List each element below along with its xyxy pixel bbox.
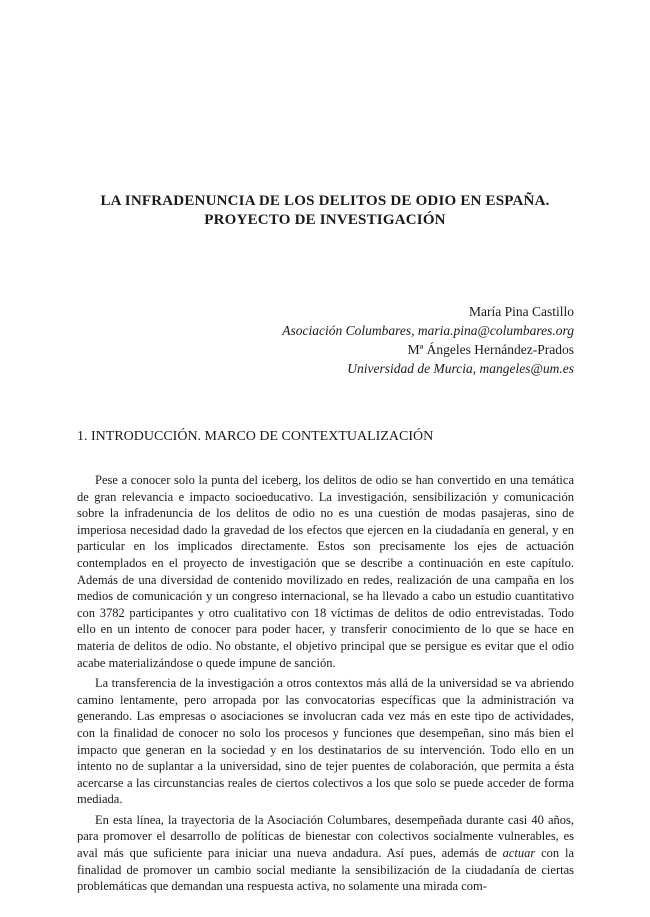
paragraph-1: Pese a conocer solo la punta del iceberg, los delitos de odio se han convertido en una temática de gran relevancia e impacto socioeducativo. La investigación, sensibilización y comunicación sobre la infradenuncia de los delitos de odio no es una cuestión de modas pasajeras, sino de imperiosa necesidad dado la gravedad de los efectos que ejercen en la ciudadanía en general, y en particular en los implicados directamente. Estos son precisamente los ejes de actuación contemplados en el proyecto de investigación que se describe a continuación en este capítulo. Además de una diversidad de contenido movilizado en redes, realización de una campaña en los medios de comunicación y un congreso internacional, se ha llevado a cabo un estudio cuantitativo con 3782 participantes y otro cualitativo con 18 víctimas de delitos de odio entrevistadas. Todo ello en un intento de conocer para poder hacer, y transferir conocimiento de lo que se hace en materia de delitos de odio. No obstante, el objetivo principal que se persigue es evitar que el odio acabe materializándose o quede impune de sanción. [77, 473, 574, 670]
title-line-2: PROYECTO DE INVESTIGACIÓN [204, 212, 446, 228]
author-block [282, 302, 574, 378]
section-heading: 1. INTRODUCCIÓN. MARCO DE CONTEXTUALIZACIÓN [77, 429, 434, 444]
body-text [77, 472, 574, 899]
title-line-1: LA INFRADENUNCIA DE LOS DELITOS DE ODIO EN ESPAÑA. [100, 193, 550, 209]
paragraph-3-emphasis: actuar [502, 846, 536, 861]
author-name-2: Mª Ángeles Hernández-Prados [407, 342, 574, 357]
paragraph-3-end: con la finalidad de promover un cambio social mediante la sensibilización de la ciudadanía de ciertas problemáticas que demandan una respuesta activa, no solamente una mirada com- [77, 846, 574, 894]
document-title [60, 192, 590, 230]
author-name-1: María Pina Castillo [469, 304, 574, 319]
author-affiliation-1: Asociación Columbares, maria.pina@columbares.org [282, 323, 574, 338]
paragraph-2: La transferencia de la investigación a otros contextos más allá de la universidad se va abriendo camino lentamente, pero arropada por las convocatorias específicas que la administración va generando. Las empresas o asociaciones se involucran cada vez más en este tipo de actividades, con la finalidad de conocer no solo los procesos y funciones que desempeñan, sino más bien el impacto que generan en la sociedad y en los destinatarios de su intervención. Todo ello en un intento no de suplantar a la universidad, sino de tejer puentes de colaboración, que permita a ésta acercarse a las circunstancias reales de ciertos colectivos a los que solo se puede acceder de forma mediada. [77, 676, 574, 807]
paragraph-3-start: En esta línea, la trayectoria de la Asociación Columbares, desempeñada durante casi 40 años, para promover el desarrollo de políticas de bienestar con colectivos socialmente vulnerables, es aval más que suficiente para iniciar una nueva andadura. Así pues, además de [77, 812, 574, 861]
author-affiliation-2: Universidad de Murcia, mangeles@um.es [347, 361, 574, 376]
paragraph-3 [77, 812, 574, 895]
